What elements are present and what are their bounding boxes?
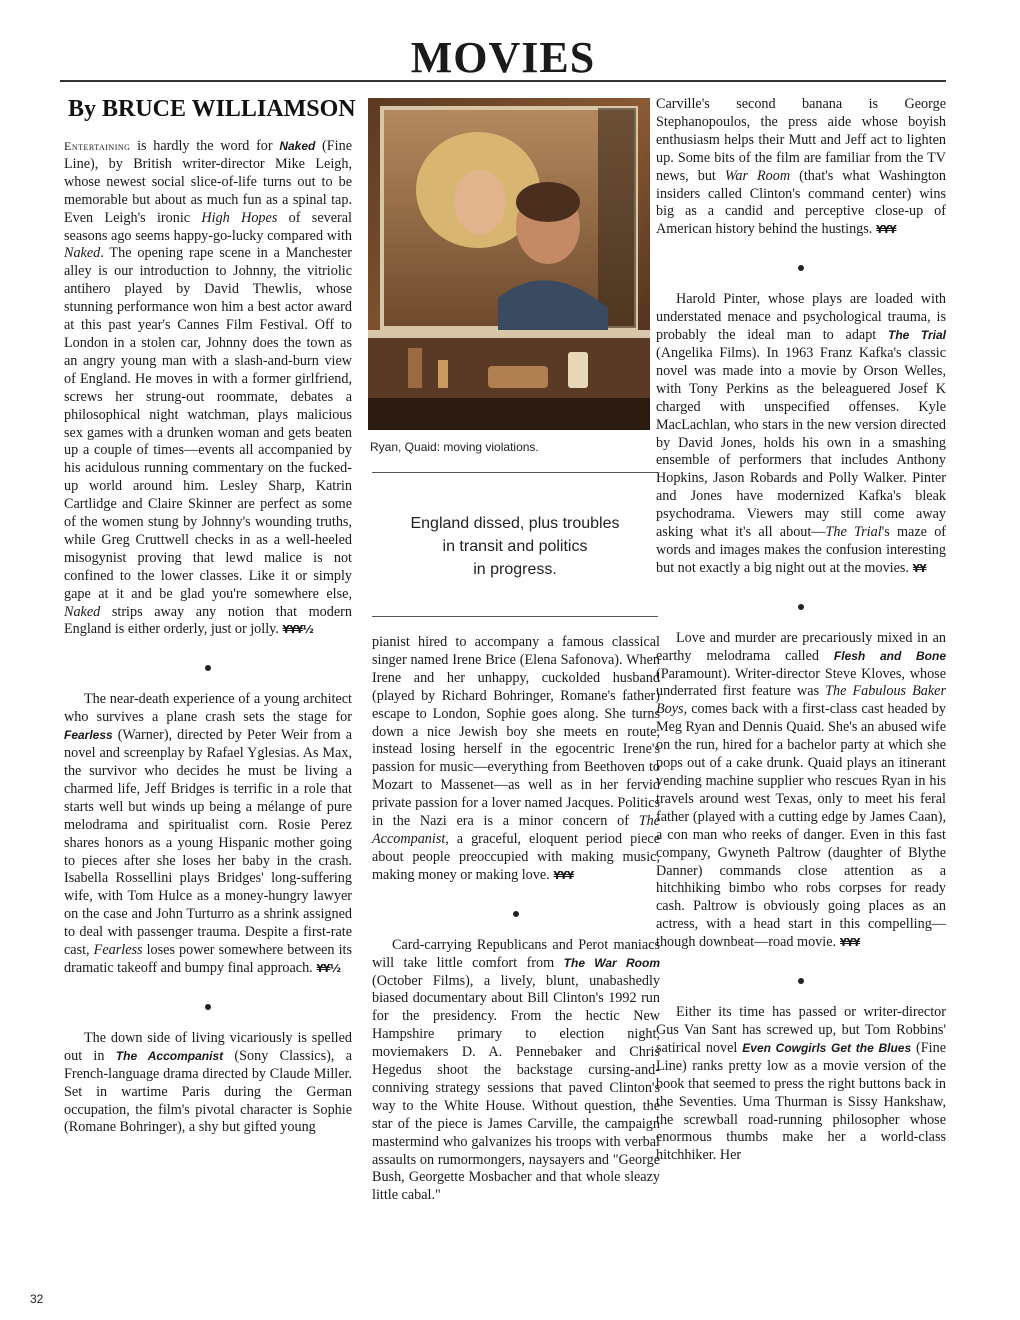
column-2 [372,634,660,1205]
film-title: Naked [279,139,316,153]
column-3 [656,96,946,1165]
section-title: MOVIES [410,33,596,82]
review-war-room-start: Card-carrying Republicans and Perot maniacs will take little comfort from The War Room (October Films), a lively, blunt, unabashedly biased documentary about Bill Clinton's 1992 run for the presidency. From the hectic New Hampshire primary to election night, moviemakers D. A. Pennebaker and Chris Hegedus shoot the backstage cursing-and-conniving strategy sessions that paved Clinton's way to the White House. Without question, the star of the piece is James Carville, the campaign mastermind who galvanizes his troops with verbal assaults on rumormongers, naysayers and "George Bush, Georgette Mosbacher and that whole sleazy little cabal." [372,936,660,1204]
section-divider-dot [64,996,352,1016]
photo-caption: Ryan, Quaid: moving violations. [370,440,539,454]
byline: By BRUCE WILLIAMSON [68,96,356,122]
review-trial: Harold Pinter, whose plays are loaded with understated menace and psychological trauma, is probably the ideal man to adapt The Trial (Angelika Films). In 1963 Franz Kafka's classic novel was made into a movie by Orson Welles, with Tony Perkins as the beleaguered Josef K charged with unspecified offenses. Kyle MacLachlan, who stars in the new version directed by David Jones, holds his own in a smashing ensemble of performers that includes Anthony Hopkins, Jason Robards and Polly Walker. Pinter and Jones have modernized Kafka's bleak psychodrama. Viewers may still come away asking what it's all about—The Trial's maze of words and images makes the confusion interesting but not exactly a big night out at the movies. ¥¥ [656,291,947,576]
review-accompanist-cont: pianist hired to accompany a famous classical singer named Irene Brice (Elena Safonova). When Irene and her unhappy, cuckolded husband (played by Richard Bohringer, Romane's father) escape to London, Sophie goes along. She turns down a nice Jewish boy she meets en route, instead losing herself in the egocentric Irene's passion for music—everything from Beethoven to Mozart to Massenet—as well as in her fervid private passion for a lover named Jacques. Politics in the Nazi era is a minor concern of The Accompanist, a graceful, eloquent period piece about people preoccupied with making music, making money or making love. ¥¥¥ [372,634,660,883]
rating: ¥¥¥½ [282,623,313,637]
rating: ¥¥½ [316,961,340,975]
film-title: The Accompanist [115,1048,224,1063]
rating: ¥¥ [912,561,926,575]
section-divider-dot [656,970,946,990]
column-1 [64,138,352,1137]
section-divider-dot [64,657,352,677]
section-header [60,28,946,82]
review-naked: Entertaining is hardly the word for Naked (Fine Line), by British writer-director Mike Leigh, whose newest social slice-of-life turns out to be memorable but about as much fun as a spinal tap. Even Leigh's ironic High Hopes of several seasons ago seems happy-go-lucky compared with Naked. The opening rape scene in a Manchester alley is our introduction to Johnny, the vitriolic antihero played by David Thewlis, whose stunning performance won him a best actor award at this past year's Cannes Film Festival. Off to London in a stolen car, Johnny does the town as an angry young man with a slash-and-burn view of England. He moves in with a former girlfriend, screws her strung-out roommate, debates a philosophical night watchman, plays malicious sex games with a drunken woman and gets beaten up a couple of times—events all accompanied by his acidulous running commentary on the fucked-up world around him. Lesley Sharp, Katrin Cartlidge and Claire Skinner are perfect as some of the women stung by Johnny's wounding truths, while Greg Cruttwell checks in as a well-heeled misogynist proving that lewd malice is not confined to the lower classes. Like it or simply gape at it and be glad you're somewhere else, Naked strips away any notion that modern England is either orderly, just or jolly. ¥¥¥½ [64,138,352,638]
pull-quote: England dissed, plus troubles in transit and politics in progress. [410,515,620,578]
film-title: Flesh and Bone [833,648,946,663]
review-accompanist-start: The down side of living vicariously is spelled out in The Accompanist (Sony Classics), a French-language drama directed by Claude Miller. Set in wartime Paris during the German occupation, the film's pivotal character is Sophie (Romane Bohringer), a shy but gifted young [64,1029,353,1136]
pull-quote-bottom-rule [372,616,658,617]
review-flesh-and-bone: Love and murder are precariously mixed in an earthy melodrama called Flesh and Bone (Paramount). Writer-director Steve Kloves, whose underrated first feature was The Fabulous Baker Boys, comes back with a first-class cast headed by Meg Ryan and Dennis Quaid. She's an abused wife on the run, hired for a bachelor party at which she pops out of a cake drunk. Quaid plays an itinerant vending machine supplier who rescues Ryan in his travels around west Texas, only to meet his feral father (played with a cutting edge by James Caan), a con man who reeks of danger. Even in this fast company, Gwyneth Paltrow (daughter of Blythe Danner) commands close attention as a hitchhiking bimbo who robs corpses for ready cash. Paltrow is obviously going places as an actress, with a head start in this compelling—though downbeat—road movie. ¥¥¥ [656,629,947,951]
rating: ¥¥¥ [875,223,896,237]
section-divider-dot [372,903,660,923]
section-divider-dot [656,257,946,277]
rating: ¥¥¥ [553,868,574,882]
page-number: 32 [30,1292,44,1306]
film-still-photo [368,98,650,430]
pull-quote-top-rule [372,472,658,473]
section-divider-dot [656,596,946,616]
review-war-room-cont: Carville's second banana is George Stephanopoulos, the press aide whose boyish enthusiasm helps their Mutt and Jeff act to lighten up. Some bits of the film are familiar from the TV news, but War Room (that's what Washington insiders called Clinton's command center) wins big as a candid and perceptive close-up of American history behind the hustings. ¥¥¥ [656,96,946,238]
rating: ¥¥¥ [839,936,860,950]
film-title: Even Cowgirls Get the Blues [742,1040,912,1055]
review-fearless: The near-death experience of a young architect who survives a plane crash sets the stage for Fearless (Warner), directed by Peter Weir from a novel and screenplay by Rafael Yglesias. As Max, the survivor who decides he must be living a charmed life, Jeff Bridges is terrific in a role that starts well but winds up being a mélange of pure melodrama and spiritualist corn. Rosie Perez shares honors as a young Hispanic mother going to pieces after she loses her baby in the crash. Isabella Rossellini plays Bridges' long-suffering wife, with Tom Hulce as a money-hungry lawyer on the case and John Turturro as a shrink assigned to deal with passenger trauma. Despite a first-rate cast, Fearless loses power somewhere between its dramatic takeoff and bumpy final approach. ¥¥½ [64,691,352,976]
film-title: The War Room [563,955,660,970]
film-title: Fearless [64,728,113,743]
film-title: The Trial [888,328,946,343]
review-cowgirls: Either its time has passed or writer-director Gus Van Sant has screwed up, but Tom Robbins' satirical novel Even Cowgirls Get the Blues (Fine Line) ranks pretty low as a movie version of the book that seemed to press the right buttons back in the Seventies. Uma Thurman is Sissy Hankshaw, the screwball road-running philosopher whose enormous thumbs make her a world-class hitchhiker. Her [656,1004,946,1164]
